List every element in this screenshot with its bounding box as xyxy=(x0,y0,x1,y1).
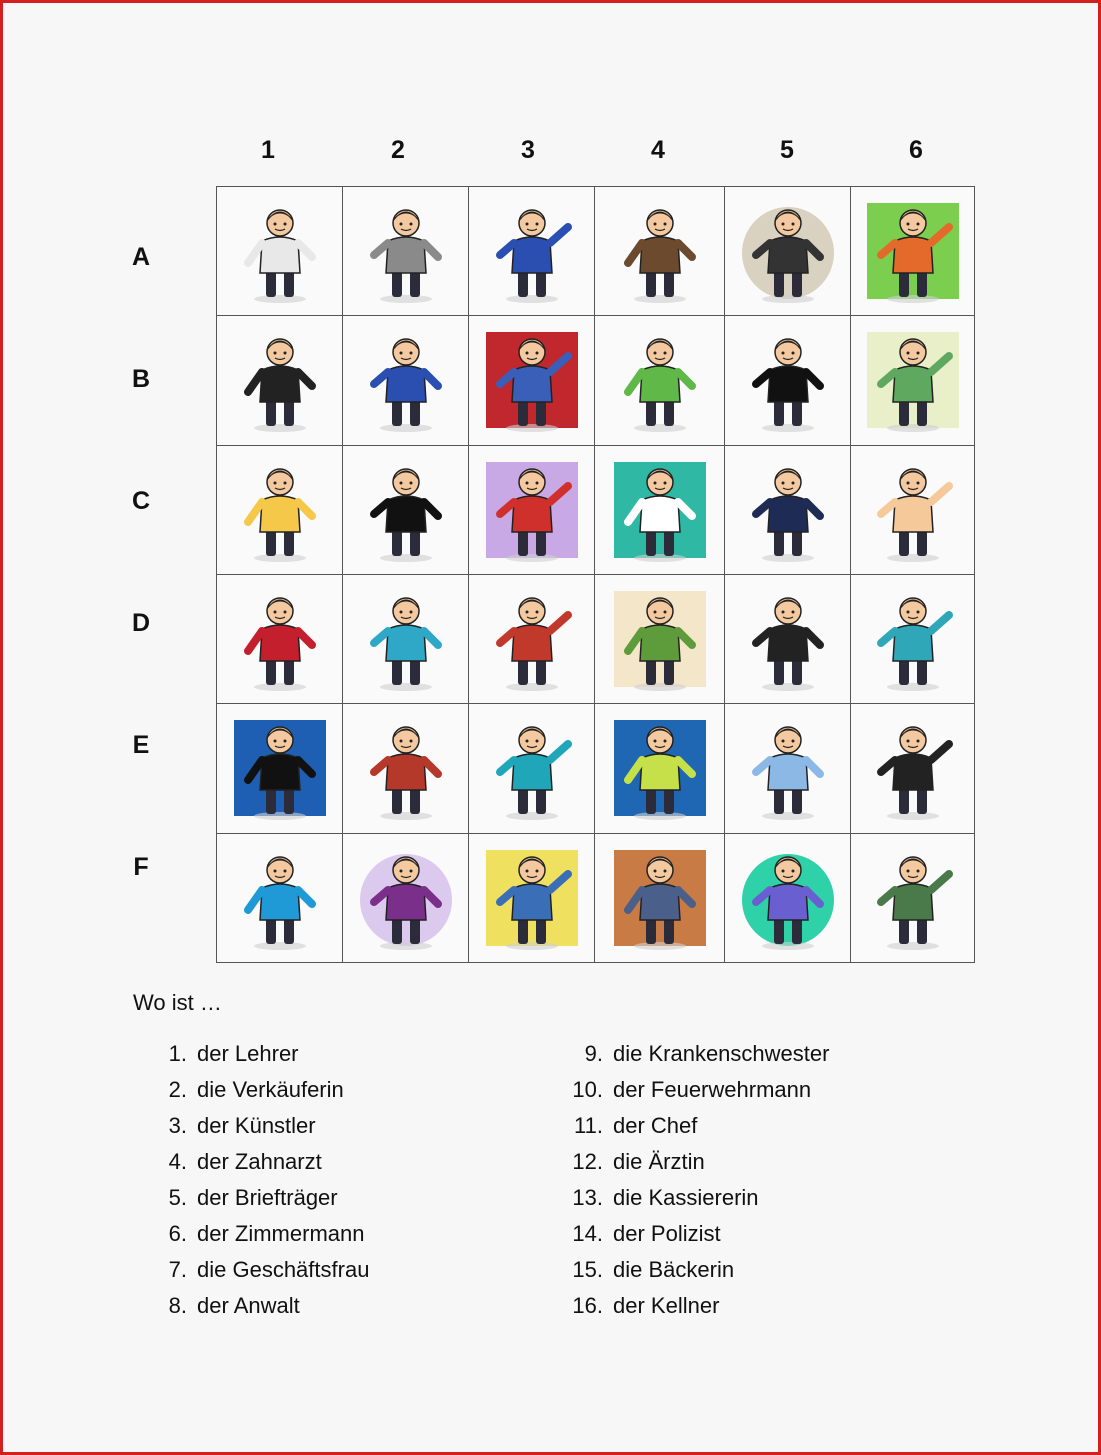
list-item-number: 14. xyxy=(572,1221,603,1246)
row-header-d: D xyxy=(131,609,151,637)
mechanic-icon xyxy=(608,844,712,952)
grid-cell-d2 xyxy=(343,575,469,704)
list-item xyxy=(153,1252,369,1288)
column-header-1: 1 xyxy=(261,136,275,164)
row-header-a: A xyxy=(131,243,151,271)
list-item-number: 15. xyxy=(572,1257,603,1282)
list-item xyxy=(153,1180,369,1216)
dentist-icon xyxy=(861,326,965,434)
watchmaker-icon xyxy=(354,714,458,822)
grid-cell-c3 xyxy=(469,446,595,575)
list-item-text: der Zimmermann xyxy=(197,1221,365,1246)
singer-guitarist-icon xyxy=(736,844,840,952)
list-item-text: der Polizist xyxy=(613,1221,721,1246)
grid-cell-b3 xyxy=(469,316,595,445)
grid-cell-b2 xyxy=(343,316,469,445)
column-header-3: 3 xyxy=(521,136,535,164)
list-item xyxy=(153,1288,369,1324)
runner-icon xyxy=(480,714,584,822)
list-item-text: die Geschäftsfrau xyxy=(197,1257,370,1282)
grid-cell-f2 xyxy=(343,834,469,963)
list-item-text: der Lehrer xyxy=(197,1041,299,1066)
list-item xyxy=(563,1216,829,1252)
receptionist-icon xyxy=(861,197,965,305)
row-header-e: E xyxy=(132,731,150,759)
vocabulary-list-right xyxy=(563,1036,829,1324)
waitress-icon xyxy=(228,585,332,693)
picture-grid xyxy=(216,186,975,963)
list-item-text: die Kassiererin xyxy=(613,1185,759,1210)
list-item xyxy=(563,1180,829,1216)
actress-icon xyxy=(608,326,712,434)
grid-cell-b4 xyxy=(595,316,725,445)
grid-cell-d5 xyxy=(725,575,851,704)
grid-cell-f5 xyxy=(725,834,851,963)
list-item-text: die Verkäuferin xyxy=(197,1077,344,1102)
list-item-text: die Krankenschwester xyxy=(613,1041,830,1066)
grid-cell-a2 xyxy=(343,187,469,316)
list-item-text: der Zahnarzt xyxy=(197,1149,322,1174)
list-item-text: der Künstler xyxy=(197,1113,316,1138)
row-header-f: F xyxy=(133,853,149,881)
grid-cell-d3 xyxy=(469,575,595,704)
grid-cell-b6 xyxy=(851,316,975,445)
pharmacist-icon xyxy=(228,456,332,564)
list-item-number: 5. xyxy=(168,1185,187,1210)
violinist-icon xyxy=(354,197,458,305)
column-header-4: 4 xyxy=(651,136,665,164)
butcher-icon xyxy=(861,456,965,564)
boss-feet-on-desk-icon xyxy=(608,197,712,305)
list-item-number: 2. xyxy=(168,1077,187,1102)
security-guard-icon xyxy=(736,714,840,822)
beautician-icon xyxy=(228,714,332,822)
row-header-b: B xyxy=(131,365,151,393)
list-item xyxy=(153,1216,369,1252)
list-item-text: die Ärztin xyxy=(613,1149,705,1174)
list-item-number: 12. xyxy=(572,1149,603,1174)
list-item xyxy=(563,1072,829,1108)
list-item-number: 11. xyxy=(574,1113,603,1138)
list-item-number: 10. xyxy=(572,1077,603,1102)
grid-cell-e5 xyxy=(725,704,851,833)
list-item-number: 7. xyxy=(168,1257,187,1282)
grid-cell-a3 xyxy=(469,187,595,316)
grid-cell-b5 xyxy=(725,316,851,445)
column-header-6: 6 xyxy=(909,136,923,164)
grid-cell-e2 xyxy=(343,704,469,833)
list-item xyxy=(563,1288,829,1324)
grid-cell-c2 xyxy=(343,446,469,575)
grid-cell-f1 xyxy=(217,834,343,963)
grid-cell-a5 xyxy=(725,187,851,316)
list-item-number: 9. xyxy=(584,1041,603,1066)
nurse-icon xyxy=(861,585,965,693)
grid-cell-f6 xyxy=(851,834,975,963)
judge-icon xyxy=(736,585,840,693)
grid-cell-c6 xyxy=(851,446,975,575)
list-item-number: 6. xyxy=(168,1221,187,1246)
grid-cell-f4 xyxy=(595,834,725,963)
grid-cell-e3 xyxy=(469,704,595,833)
young-man-icon xyxy=(861,714,965,822)
list-item-number: 8. xyxy=(168,1293,187,1318)
list-item-number: 3. xyxy=(168,1113,187,1138)
list-item xyxy=(153,1144,369,1180)
grid-cell-c4 xyxy=(595,446,725,575)
list-item xyxy=(563,1144,829,1180)
list-item-text: der Feuerwehrmann xyxy=(613,1077,812,1102)
veterinarian-icon xyxy=(608,456,712,564)
artist-painter-icon xyxy=(354,456,458,564)
grid-cell-a4 xyxy=(595,187,725,316)
waiter-icon xyxy=(736,326,840,434)
list-item xyxy=(153,1036,369,1072)
grid-cell-d1 xyxy=(217,575,343,704)
list-item xyxy=(563,1036,829,1072)
photographer-icon xyxy=(861,844,965,952)
grid-cell-c5 xyxy=(725,446,851,575)
lawyer-courtroom-icon xyxy=(736,197,840,305)
list-item xyxy=(563,1108,829,1144)
businessman-icon xyxy=(736,456,840,564)
woman-at-window-icon xyxy=(608,714,712,822)
list-item-text: der Chef xyxy=(613,1113,698,1138)
intro-text: Wo ist … xyxy=(133,990,222,1015)
baker-icon xyxy=(608,585,712,693)
row-header-c: C xyxy=(131,487,151,515)
police-officer-icon xyxy=(228,844,332,952)
bank-teller-icon xyxy=(354,844,458,952)
list-item xyxy=(563,1252,829,1288)
cashier-icon xyxy=(480,456,584,564)
businesswoman-icon xyxy=(480,585,584,693)
list-item-text: der Briefträger xyxy=(197,1185,338,1210)
firefighter-icon xyxy=(228,326,332,434)
list-item xyxy=(153,1072,369,1108)
mail-carrier-icon xyxy=(480,197,584,305)
grid-cell-a6 xyxy=(851,187,975,316)
grid-cell-d4 xyxy=(595,575,725,704)
engineer-blueprint-icon xyxy=(354,326,458,434)
vocabulary-list-left xyxy=(153,1036,369,1324)
it-technician-icon xyxy=(354,585,458,693)
grid-cell-a1 xyxy=(217,187,343,316)
list-item-number: 1. xyxy=(168,1041,187,1066)
list-item xyxy=(153,1108,369,1144)
list-item-text: der Kellner xyxy=(613,1293,720,1318)
column-header-2: 2 xyxy=(391,136,405,164)
grid-cell-e6 xyxy=(851,704,975,833)
list-item-text: die Bäckerin xyxy=(613,1257,735,1282)
grid-cell-e1 xyxy=(217,704,343,833)
doctor-woman-icon xyxy=(228,197,332,305)
grid-cell-e4 xyxy=(595,704,725,833)
plumber-icon xyxy=(480,326,584,434)
carpenter-icon xyxy=(480,844,584,952)
list-item-number: 16. xyxy=(572,1293,603,1318)
grid-cell-d6 xyxy=(851,575,975,704)
grid-cell-b1 xyxy=(217,316,343,445)
list-item-number: 13. xyxy=(572,1185,603,1210)
column-header-5: 5 xyxy=(780,136,794,164)
list-item-number: 4. xyxy=(168,1149,187,1174)
list-item-text: der Anwalt xyxy=(197,1293,300,1318)
grid-cell-c1 xyxy=(217,446,343,575)
grid-cell-f3 xyxy=(469,834,595,963)
